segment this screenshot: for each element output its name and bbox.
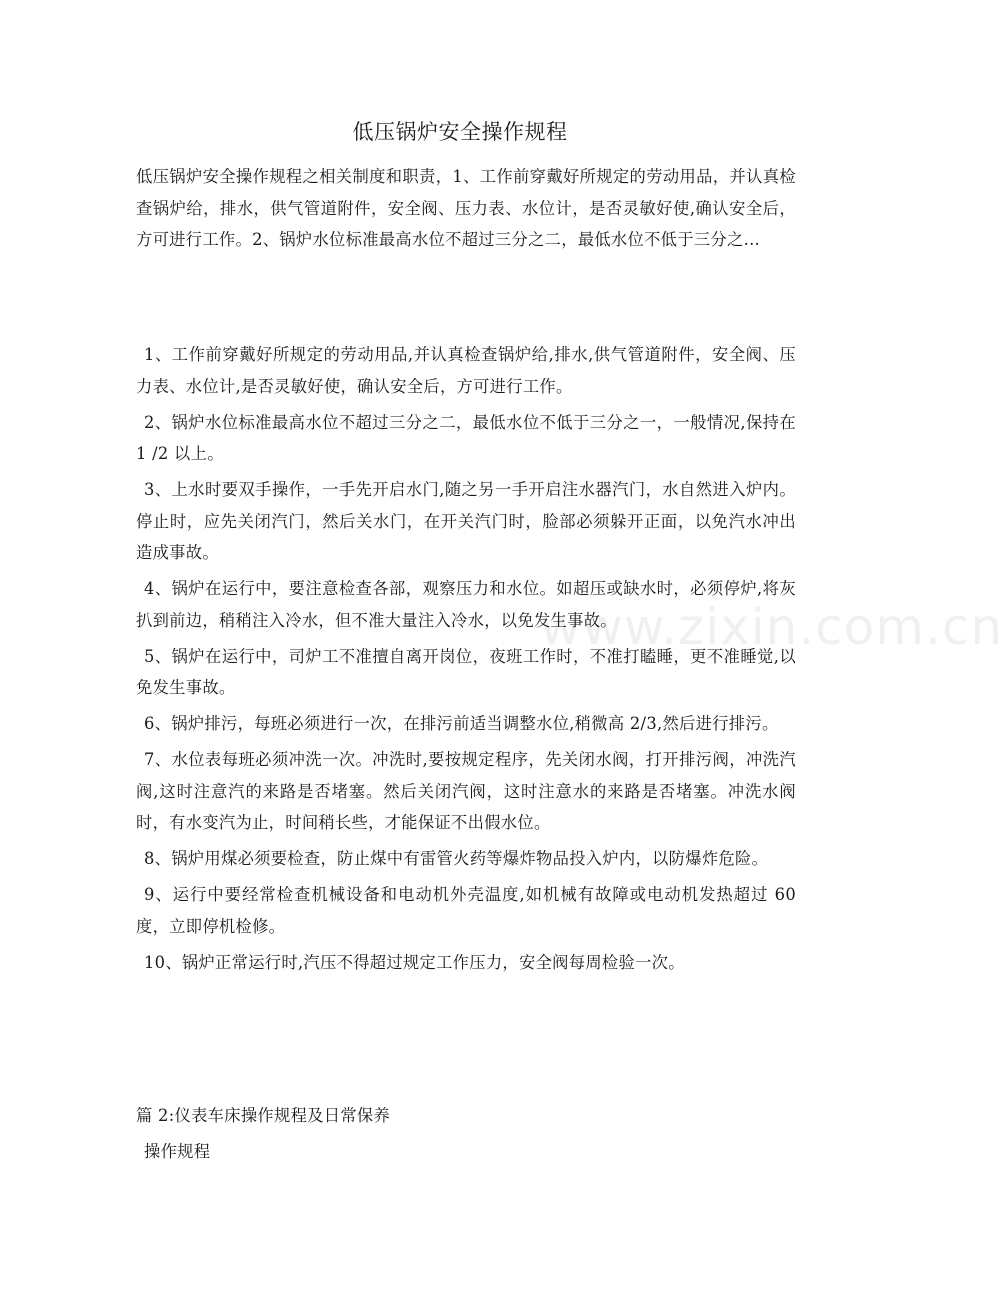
rules-list [136,339,796,983]
rule-item-3: 3、上水时要双手操作，一手先开启水门,随之另一手开启注水器汽门，水自然进入炉内。停止时，应先关闭汽门，然后关水门，在开关汽门时，脸部必须躲开正面，以免汽水冲出造成事故。 [136,480,796,562]
rule-item-7: 7、水位表每班必须冲洗一次。冲洗时,要按规定程序，先关闭水阀，打开排污阀，冲洗汽阀,这时注意汽的来路是否堵塞。然后关闭汽阀，这时注意水的来路是否堵塞。冲洗水阀时，有水变汽为止，时间稍长些，才能保证不出假水位。 [136,750,796,832]
section-2-title: 篇 2:仪表车床操作规程及日常保养 [136,1106,391,1125]
document-title: 低压锅炉安全操作规程 [352,120,568,144]
intro-paragraph: 低压锅炉安全操作规程之相关制度和职责，1、工作前穿戴好所规定的劳动用品，并认真检查锅炉给，排水，供气管道附件，安全阀、压力表、水位计，是否灵敏好使,确认安全后，方可进行工作。2、锅炉水位标准最高水位不超过三分之二，最低水位不低于三分之... [136,167,796,249]
rule-item-2: 2、锅炉水位标准最高水位不超过三分之二，最低水位不低于三分之一，一般情况,保持在 1 /2 以上。 [136,412,796,463]
rule-item-4: 4、锅炉在运行中，要注意检查各部，观察压力和水位。如超压或缺水时，必须停炉,将灰扒到前边，稍稍注入冷水，但不准大量注入冷水，以免发生事故。 [136,579,796,630]
rule-item-10: 10、锅炉正常运行时,汽压不得超过规定工作压力，安全阀每周检验一次。 [144,952,685,972]
section-2-subtitle: 操作规程 [144,1142,211,1161]
rule-item-8: 8、锅炉用煤必须要检查，防止煤中有雷管火药等爆炸物品投入炉内，以防爆炸危险。 [144,849,769,868]
watermark: www.zixin.com.cn [540,598,1003,656]
rule-item-5: 5、锅炉在运行中，司炉工不准擅自离开岗位，夜班工作时，不准打瞌睡，更不准睡觉,以免发生事故。 [136,646,796,697]
rule-item-6: 6、锅炉排污，每班必须进行一次，在排污前适当调整水位,稍微高 2/3,然后进行排污。 [144,714,779,733]
rule-item-1: 1、工作前穿戴好所规定的劳动用品,并认真检查锅炉给,排水,供气管道附件，安全阀、压力表、水位计,是否灵敏好使，确认安全后，方可进行工作。 [136,345,796,396]
rule-item-9: 9、运行中要经常检查机械设备和电动机外壳温度,如机械有故障或电动机发热超过 60 度，立即停机检修。 [136,885,796,936]
